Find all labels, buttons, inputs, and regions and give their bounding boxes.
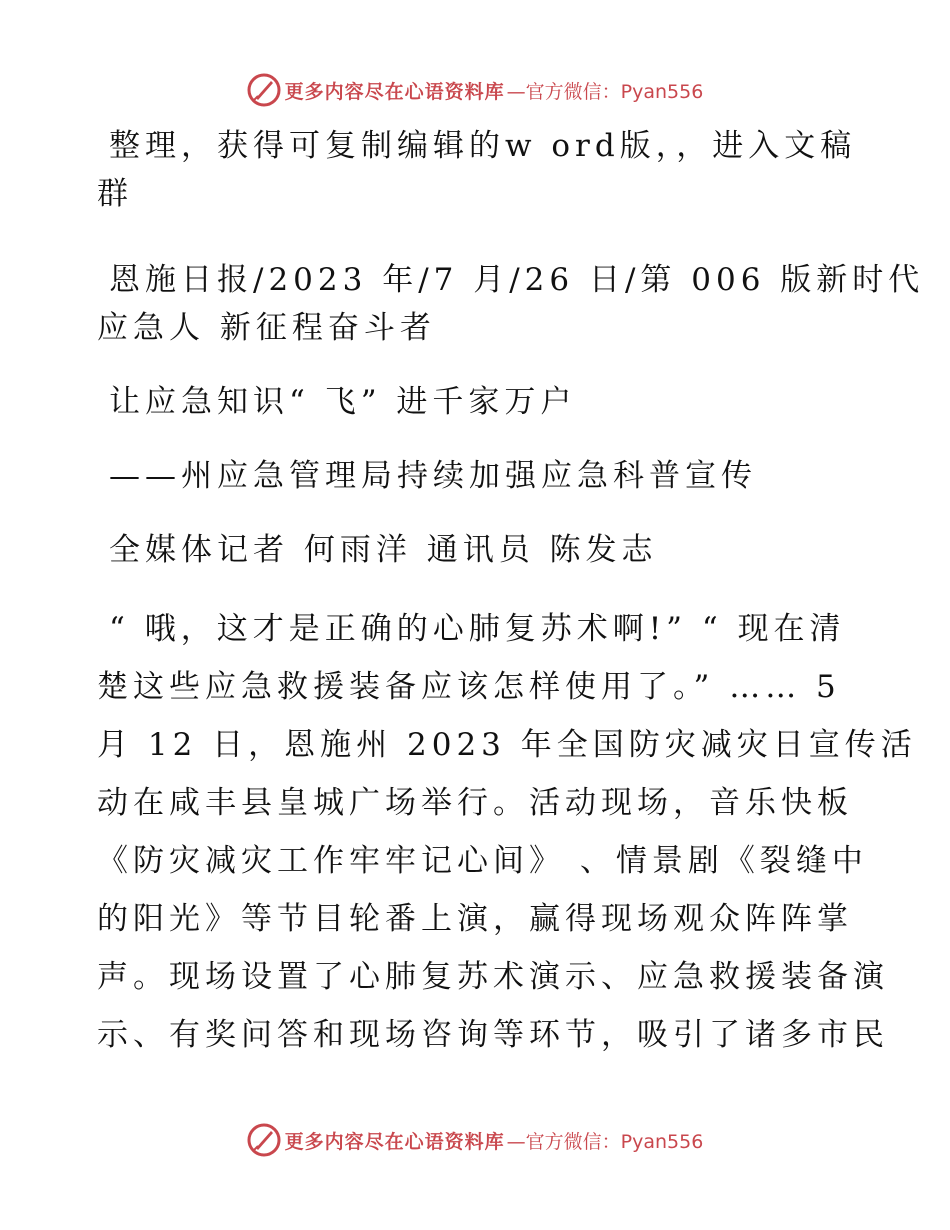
watermark-text: 更多内容尽在心语资料库 xyxy=(284,80,505,103)
paragraph-body xyxy=(97,600,917,1064)
watermark-text: 更多内容尽在心语资料库 xyxy=(284,1130,505,1153)
article-subtitle xyxy=(97,452,857,500)
text-line: “ 哦，这才是正确的心肺复苏术啊!” “ 现在清 xyxy=(109,611,846,647)
text-line: ——州应急管理局持续加强应急科普宣传 xyxy=(109,458,757,494)
paragraph-source xyxy=(97,256,925,352)
text-line: 动在咸丰县皇城广场举行。活动现场，音乐快板 xyxy=(97,785,853,821)
watermark-tail: —官方微信：Pyan556 xyxy=(506,1130,704,1153)
quill-logo-icon xyxy=(247,73,281,107)
text-line: 整理，获得可复制编辑的w ord版，，进入文稿 xyxy=(109,128,857,164)
watermark-banner-bottom xyxy=(0,1120,950,1160)
text-line: 恩施日报/2023 年/7 月/26 日/第 006 版新时代 xyxy=(109,262,925,298)
text-line: 示、有奖问答和现场咨询等环节，吸引了诸多市民 xyxy=(97,1017,889,1053)
text-line: 的阳光》等节目轮番上演，赢得现场观众阵阵掌 xyxy=(97,901,853,937)
text-line: 应急人 新征程奋斗者 xyxy=(97,310,436,346)
paragraph-intro xyxy=(97,122,857,218)
text-line: 让应急知识“ 飞” 进千家万户 xyxy=(109,384,577,420)
watermark-banner-top xyxy=(0,70,950,110)
text-line: 楚这些应急救援装备应该怎样使用了。” …… 5 xyxy=(97,669,841,705)
text-line: 《防灾减灾工作牢牢记心间》 、情景剧《裂缝中 xyxy=(97,843,868,879)
watermark-tail: —官方微信：Pyan556 xyxy=(506,80,704,103)
text-line: 月 12 日，恩施州 2023 年全国防灾减灾日宣传活 xyxy=(97,727,917,763)
text-line: 声。现场设置了心肺复苏术演示、应急救援装备演 xyxy=(97,959,889,995)
article-byline xyxy=(97,526,857,574)
article-title xyxy=(97,378,857,426)
text-line: 全媒体记者 何雨洋 通讯员 陈发志 xyxy=(109,532,658,568)
quill-logo-icon xyxy=(247,1123,281,1157)
document-body xyxy=(97,122,925,1064)
text-line: 群 xyxy=(97,176,133,212)
